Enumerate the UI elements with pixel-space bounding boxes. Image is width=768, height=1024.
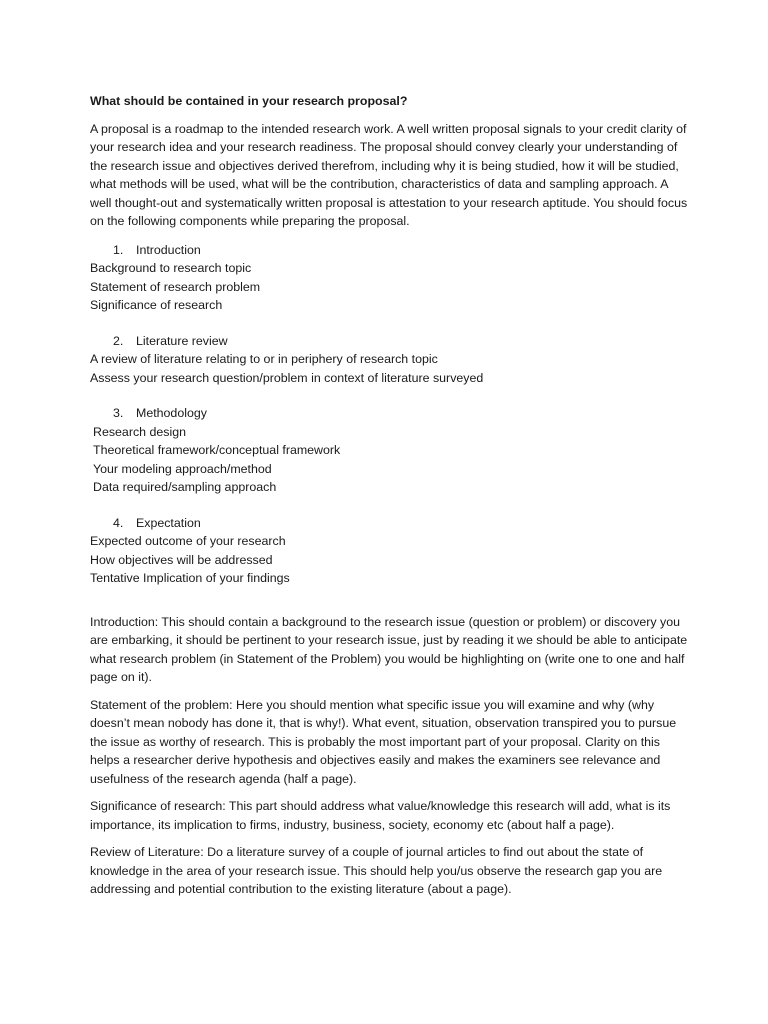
paragraph-review-of-literature: Review of Literature: Do a literature survey of a couple of journal articles to find out about the state of knowledge in the area of your research issue. This should help you/us observe the research gap you are addressing and potential contribution to the existing literature (about a page). [90,845,663,896]
paragraph-introduction: Introduction: This should contain a background to the research issue (question or problem) or discovery you are embarking, it should be pertinent to your research issue, just by reading it we should be able to anticipate what research problem (in Statement of the Problem) you would be highlighting on (write one to one and half page on it). [90,614,688,684]
section-item: Research design [93,424,186,439]
section-heading [113,241,690,260]
section-item: Data required/sampling approach [93,480,277,494]
section-title: Expectation [136,515,201,530]
section-heading [113,404,690,423]
section-item: Tentative Implication of your findings [90,571,290,585]
section-title: Introduction [136,242,201,257]
document-title: What should be contained in your research proposal? [90,94,408,108]
section-number: 2. [113,333,124,348]
intro-paragraph: A proposal is a roadmap to the intended research work. A well written proposal signals to your credit clarity of your research idea and your research readiness. The proposal should convey clearly your understanding of the research issue and objectives derived therefrom, including why it is being studied, how it will be studied, what methods will be used, what will be the contribution, characteristics of data and sampling approach. A well thought-out and systematically written proposal is attestation to your research aptitude. You should focus on the following components while preparing the proposal. [90,121,688,228]
section-item: Theoretical framework/conceptual framework [93,443,341,457]
section-number: 3. [113,406,124,420]
section-heading [113,514,690,533]
document-content [90,92,690,908]
spacer [90,605,690,613]
paragraph-significance: Significance of research: This part should address what value/knowledge this research will add, what is its importance, its implication to firms, industry, business, society, economy etc (about half a page). [90,799,671,832]
section-item: Expected outcome of your research [90,534,286,548]
section-item: Assess your research question/problem in context of literature surveyed [90,370,484,385]
section-items [90,259,690,315]
section-item: Background to research topic [90,261,252,275]
section-introduction [90,241,690,315]
section-literature-review [90,332,690,388]
section-methodology [90,404,690,497]
section-item: Significance of research [90,298,223,312]
section-heading [113,332,690,351]
section-items [90,350,690,387]
section-expectation [90,514,690,588]
section-item: Your modeling approach/method [93,461,272,476]
section-item: Statement of research problem [90,279,261,294]
section-items [90,532,690,588]
section-title: Methodology [136,406,207,420]
section-title: Literature review [136,333,228,348]
section-number: 1. [113,242,124,257]
section-number: 4. [113,515,124,530]
section-item: A review of literature relating to or in periphery of research topic [90,352,438,366]
section-item: How objectives will be addressed [90,552,273,567]
paragraph-statement-of-problem: Statement of the problem: Here you should mention what specific issue you will examine and why (why doesn’t mean nobody has done it, that is why!). What event, situation, observation transpired you to pursue the issue as worthy of research. This is probably the most important part of your proposal. Clarity on this helps a researcher derive hypothesis and objectives easily and makes the examiners see relevance and usefulness of the research agenda (half a page). [90,697,677,786]
section-items [90,423,690,497]
